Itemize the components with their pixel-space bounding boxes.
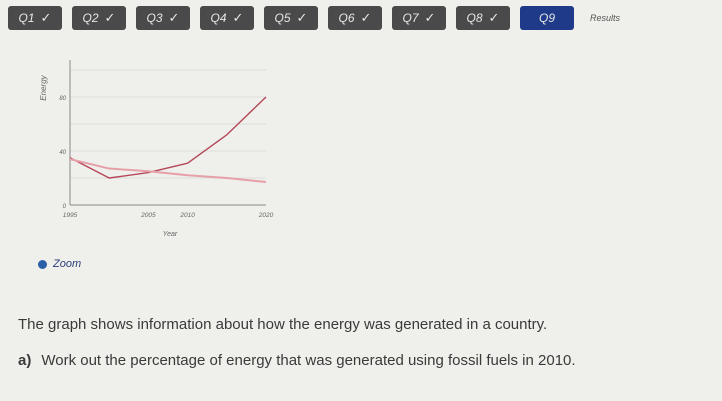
x-axis-title: Year xyxy=(162,231,178,238)
question-tab-label: Q6 xyxy=(338,11,355,25)
check-icon: ✓ xyxy=(296,10,308,25)
check-icon: ✓ xyxy=(360,10,372,25)
question-tab-5[interactable] xyxy=(264,6,318,30)
x-tick-label: 2005 xyxy=(141,212,156,219)
question-text: The graph shows information about how the energy was generated in a country. xyxy=(18,316,548,333)
question-tab-6[interactable] xyxy=(328,6,382,30)
check-icon: ✓ xyxy=(40,10,52,25)
question-part-a xyxy=(18,352,576,369)
question-tab-label: Q9 xyxy=(538,11,555,25)
part-a-text: Work out the percentage of energy that was generated using fossil fuels in 2010. xyxy=(41,352,576,369)
part-a-label: a) xyxy=(18,352,32,369)
question-tab-3[interactable] xyxy=(136,6,190,30)
zoom-icon xyxy=(38,260,47,269)
question-tab-label: Q8 xyxy=(466,11,483,25)
question-tab-label: Q5 xyxy=(274,11,291,25)
y-tick-label: 0 xyxy=(62,204,66,210)
check-icon: ✓ xyxy=(232,10,244,25)
question-tab-label: Q1 xyxy=(18,11,35,25)
question-tab-2[interactable] xyxy=(72,6,126,30)
check-icon: ✓ xyxy=(104,10,116,25)
energy-line-chart xyxy=(28,40,278,240)
y-axis-title: Energy xyxy=(39,75,48,101)
results-link[interactable]: Results xyxy=(590,13,621,23)
question-tab-4[interactable] xyxy=(200,6,254,30)
check-icon: ✓ xyxy=(488,10,500,25)
check-icon: ✓ xyxy=(424,10,436,25)
series-line-2 xyxy=(70,159,266,182)
question-tab-9[interactable] xyxy=(520,6,574,30)
x-tick-label: 2020 xyxy=(258,212,274,219)
zoom-control[interactable] xyxy=(38,258,81,270)
question-tab-label: Q7 xyxy=(402,11,419,25)
question-tab-8[interactable] xyxy=(456,6,510,30)
question-tab-7[interactable] xyxy=(392,6,446,30)
question-tab-bar xyxy=(8,6,708,32)
question-tab-label: Q4 xyxy=(210,11,227,25)
question-tab-label: Q2 xyxy=(82,11,99,25)
check-icon: ✓ xyxy=(168,10,180,25)
y-tick-label: 80 xyxy=(59,96,66,102)
zoom-label: Zoom xyxy=(53,258,82,270)
y-tick-label: 40 xyxy=(59,150,66,156)
question-tab-label: Q3 xyxy=(146,11,163,25)
x-tick-label: 1995 xyxy=(62,212,78,219)
question-tab-1[interactable] xyxy=(8,6,62,30)
x-tick-label: 2010 xyxy=(180,212,195,219)
